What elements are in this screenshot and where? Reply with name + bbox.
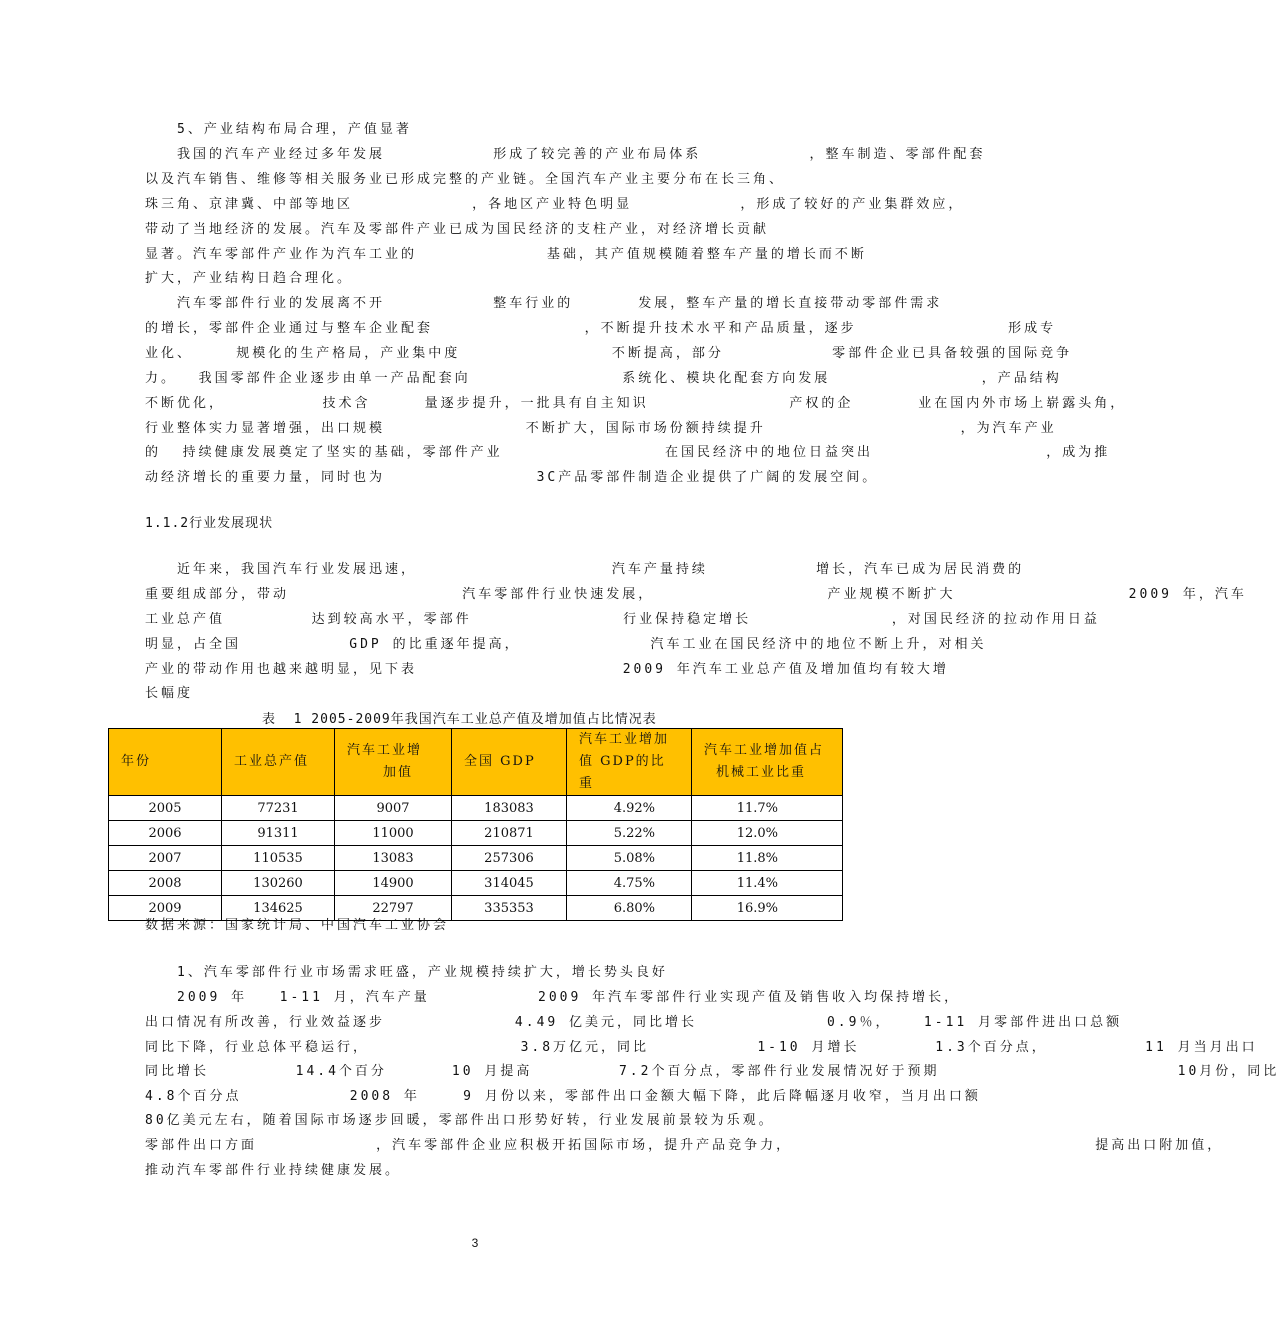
table-cell: 13083 <box>335 846 452 871</box>
text-line: 显著。汽车零部件产业作为汽车工业的 基础，其产值规模随着整车产量的增长而不断 <box>145 247 867 262</box>
text-line: 近年来，我国汽车行业发展迅速， 汽车产量持续 增长，汽车已成为居民消费的 <box>177 562 1025 577</box>
table-cell: 4.92% <box>567 796 692 821</box>
table-cell: 16.9% <box>692 896 843 921</box>
table-cell: 11.8% <box>692 846 843 871</box>
table-cell: 134625 <box>222 896 335 921</box>
text-line: 出口情况有所改善，行业效益逐步 4.49 亿美元，同比增长 0.9％， 1-11 月零部件进出口总额 <box>145 1015 1123 1030</box>
table-cell: 22797 <box>335 896 452 921</box>
text-line: 1、汽车零部件行业市场需求旺盛，产业规模持续扩大，增长势头良好 <box>177 965 668 980</box>
table-cell: 11.7% <box>692 796 843 821</box>
text-line: 带动了当地经济的发展。汽车及零部件产业已成为国民经济的支柱产业，对经济增长贡献 <box>145 222 770 237</box>
header-cell: 汽车工业增 加值 <box>335 729 452 796</box>
table-cell: 6.80% <box>567 896 692 921</box>
table-cell: 335353 <box>452 896 567 921</box>
table-cell: 12.0% <box>692 821 843 846</box>
section-heading: 1.1.2行业发展现状 <box>145 516 274 531</box>
table-cell: 183083 <box>452 796 567 821</box>
table-cell: 9007 <box>335 796 452 821</box>
text-line: 工业总产值 达到较高水平，零部件 行业保持稳定增长 ，对国民经济的拉动作用日益 <box>145 612 1100 627</box>
table-cell: 2008 <box>109 871 222 896</box>
table-row <box>109 821 843 846</box>
table-cell: 2007 <box>109 846 222 871</box>
text-line: 我国的汽车产业经过多年发展 形成了较完善的产业布局体系 ，整车制造、零部件配套 <box>177 147 986 162</box>
table-header-row <box>109 729 843 796</box>
table-cell: 2005 <box>109 796 222 821</box>
text-line: 同比增长 14.4个百分 10 月提高 7.2个百分点，零部件行业发展情况好于预期 10月份，同比 <box>145 1064 1279 1079</box>
text-line: 力。 我国零部件企业逐步由单一产品配套向 系统化、模块化配套方向发展 ，产品结构 <box>145 371 1062 386</box>
text-line: 的增长，零部件企业通过与整车企业配套 ，不断提升技术水平和产品质量，逐步 形成专 <box>145 321 1057 336</box>
data-table <box>108 728 843 921</box>
header-cell: 全国 GDP <box>452 729 567 796</box>
text-line: 业化、 规模化的生产格局，产业集中度 不断提高，部分 零部件企业已具备较强的国际竞争 <box>145 346 1073 361</box>
text-line: 不断优化， 技术含 量逐步提升，一批具有自主知识 产权的企 业在国内外市场上崭露头角， <box>145 396 1127 411</box>
text-line: 动经济增长的重要力量，同时也为 3C产品零部件制造企业提供了广阔的发展空间。 <box>145 470 879 485</box>
table-cell: 257306 <box>452 846 567 871</box>
table-cell: 5.22% <box>567 821 692 846</box>
table-cell: 77231 <box>222 796 335 821</box>
text-line: 长幅度 <box>145 686 194 701</box>
text-line: 行业整体实力显著增强，出口规模 不断扩大，国际市场份额持续提升 ，为汽车产业 <box>145 421 1057 436</box>
text-line: 扩大，产业结构日趋合理化。 <box>145 271 354 286</box>
text-line: 同比下降，行业总体平稳运行， 3.8万亿元，同比 1-10 月增长 1.3个百分点， 11 月当月出口 <box>145 1040 1258 1055</box>
header-cell: 工业总产值 <box>222 729 335 796</box>
text-line: 产业的带动作用也越来越明显，见下表 2009 年汽车工业总产值及增加值均有较大增 <box>145 662 949 677</box>
text-line: 汽车零部件行业的发展离不开 整车行业的 发展，整车产量的增长直接带动零部件需求 <box>177 296 943 311</box>
header-cell: 年份 <box>109 729 222 796</box>
table-caption: 表 1 2005-2009年我国汽车工业总产值及增加值占比情况表 <box>262 712 657 727</box>
table-row <box>109 796 843 821</box>
table-row <box>109 846 843 871</box>
table-cell: 14900 <box>335 871 452 896</box>
table-cell: 5.08% <box>567 846 692 871</box>
table-cell: 11.4% <box>692 871 843 896</box>
table-row <box>109 871 843 896</box>
table-cell: 2009 <box>109 896 222 921</box>
text-line: 明显，占全国 GDP 的比重逐年提高， 汽车工业在国民经济中的地位不断上升，对相关 <box>145 637 987 652</box>
table-cell: 4.75% <box>567 871 692 896</box>
text-line: 的 持续健康发展奠定了坚实的基础，零部件产业 在国民经济中的地位日益突出 ，成为推 <box>145 445 1111 460</box>
table-cell: 130260 <box>222 871 335 896</box>
header-cell: 汽车工业增加值占 机械工业比重 <box>692 729 843 796</box>
text-line: 以及汽车销售、维修等相关服务业已形成完整的产业链。全国汽车产业主要分布在长三角、 <box>145 172 786 187</box>
table-cell: 110535 <box>222 846 335 871</box>
text-line: 5、产业结构布局合理，产值显著 <box>177 122 412 137</box>
table-cell: 314045 <box>452 871 567 896</box>
table-cell: 91311 <box>222 821 335 846</box>
table-cell: 210871 <box>452 821 567 846</box>
header-cell: 汽车工业增加 值 GDP的比重 <box>567 729 692 796</box>
table-cell: 11000 <box>335 821 452 846</box>
text-line: 推动汽车零部件行业持续健康发展。 <box>145 1163 402 1178</box>
text-line: 珠三角、京津冀、中部等地区 ，各地区产业特色明显 ，形成了较好的产业集群效应， <box>145 197 965 212</box>
text-line: 零部件出口方面 ，汽车零部件企业应积极开拓国际市场，提升产品竞争力， 提高出口附加值， <box>145 1138 1224 1153</box>
text-line: 2009 年 1-11 月，汽车产量 2009 年汽车零部件行业实现产值及销售收入均保持增长， <box>177 990 961 1005</box>
table-source-note: 数据来源：国家统计局、中国汽车工业协会 <box>145 918 450 933</box>
page-number: 3 <box>471 1236 479 1250</box>
table-cell: 2006 <box>109 821 222 846</box>
text-line: 4.8个百分点 2008 年 9 月份以来，零部件出口金额大幅下降，此后降幅逐月收窄，当月出口额 <box>145 1089 981 1104</box>
text-line: 重要组成部分，带动 汽车零部件行业快速发展， 产业规模不断扩大 2009 年，汽车 <box>145 587 1247 602</box>
text-line: 80亿美元左右，随着国际市场逐步回暖，零部件出口形势好转，行业发展前景较为乐观。 <box>145 1113 775 1128</box>
